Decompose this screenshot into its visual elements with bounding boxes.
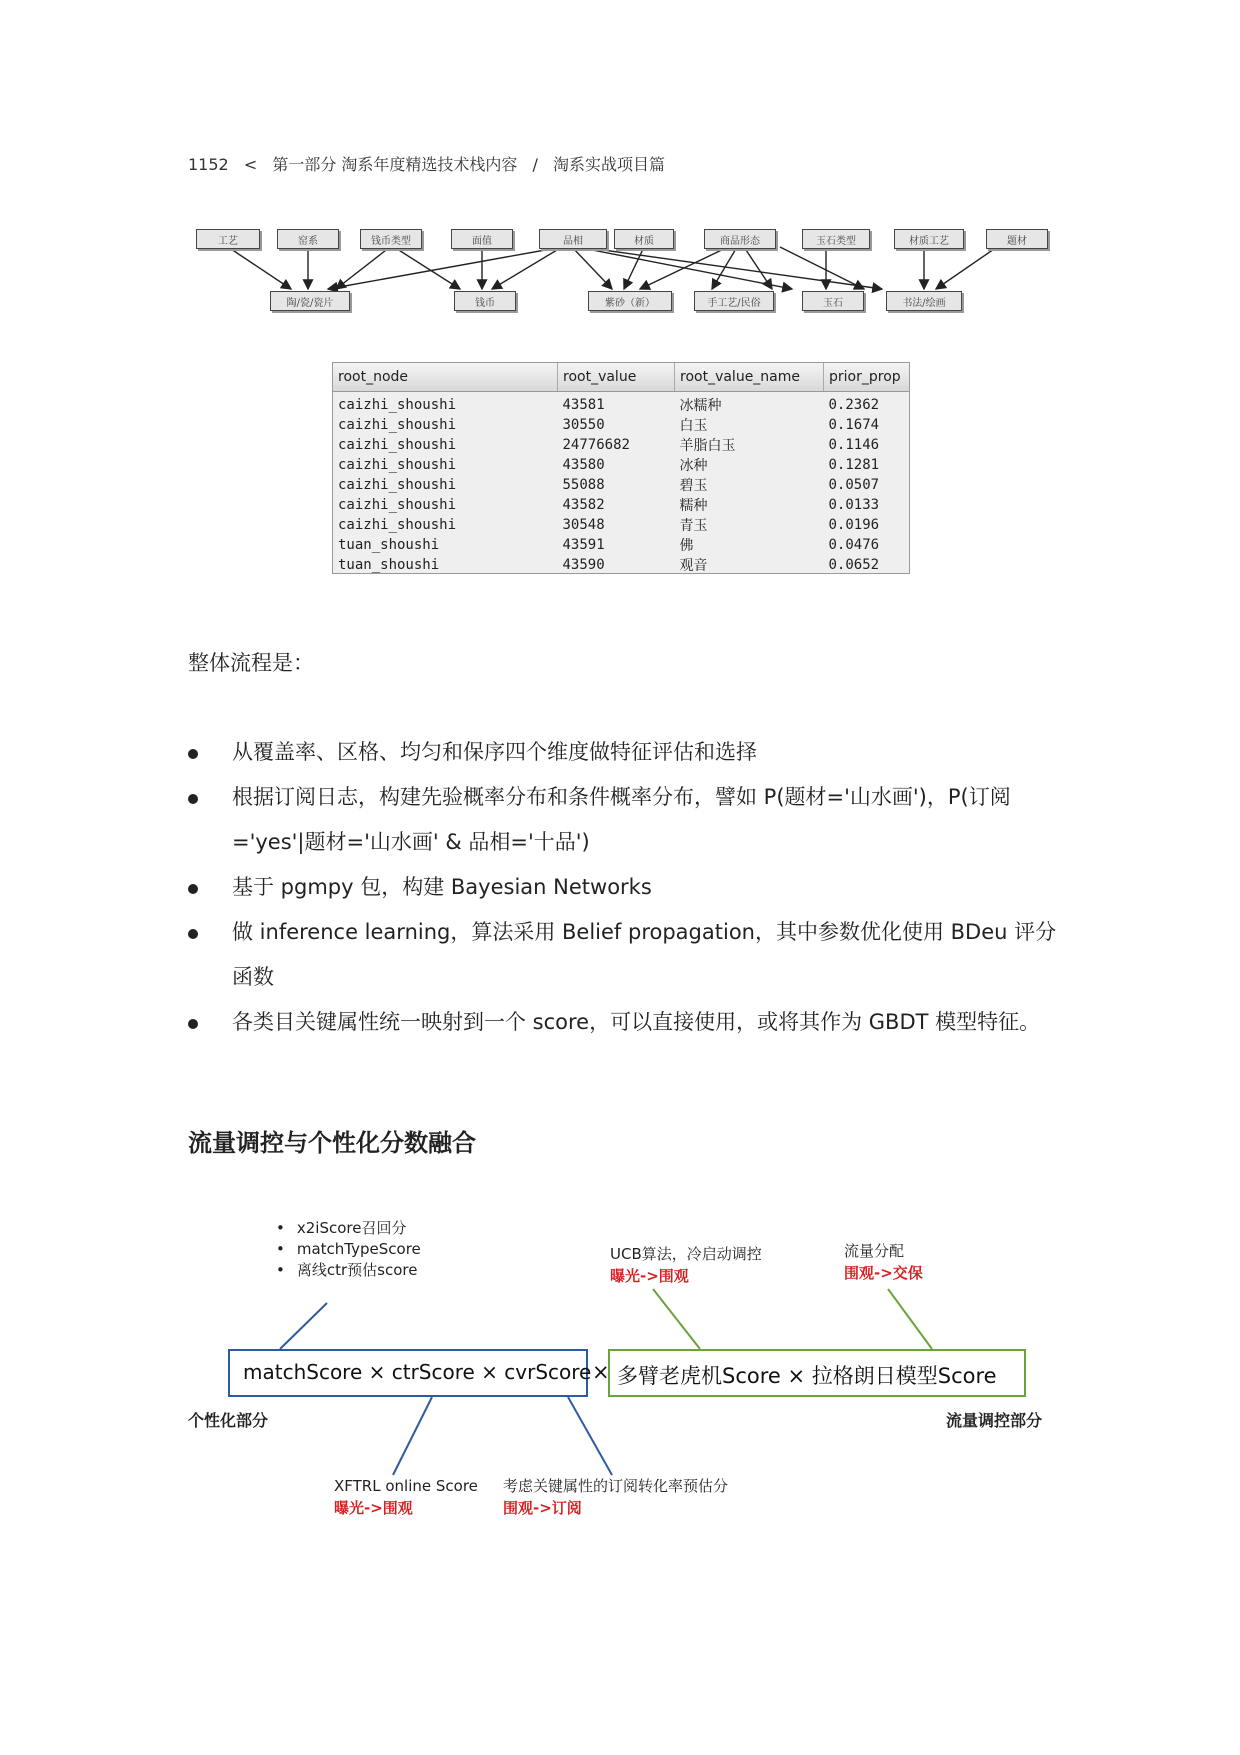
cell-root-value: 43591: [562, 537, 605, 553]
cell-prior-prop: 0.0652: [828, 557, 880, 573]
cell-root-value-name: 佛: [679, 538, 694, 554]
header-section: 淘系实战项目篇: [552, 155, 665, 174]
list-item-text: 根据订阅日志，构建先验概率分布和条件概率分布，譬如 P(题材='山水画')，P(订阅='yes'|题材='山水画' & 品相='十品'): [232, 785, 1011, 854]
cell-root-value: 30550: [562, 417, 605, 433]
ucb-note-highlight: 曝光->围观: [610, 1267, 689, 1285]
header-slash: /: [532, 155, 538, 174]
personalization-expression: matchScore × ctrScore × cvrScore: [243, 1360, 592, 1384]
cell-prior-prop: 0.1674: [828, 417, 880, 433]
traffic-control-expression: 多臂老虎机Score × 拉格朗日模型Score: [617, 1364, 997, 1388]
page-number: 1152: [188, 155, 229, 174]
cvr-note: [503, 1475, 728, 1519]
network-node-pinxiang: 品相: [539, 229, 607, 249]
cell-root-value-name: 羊脂白玉: [679, 438, 736, 454]
list-item: • 离线ctr预估score: [276, 1260, 421, 1281]
cell-root-value-name: 冰种: [679, 458, 708, 474]
network-node-tao-ci: 陶/瓷/瓷片: [270, 291, 350, 311]
column-header: root_node: [333, 363, 558, 392]
network-node-shougongyi: 手工艺/民俗: [694, 291, 774, 311]
column-header: root_value_name: [675, 363, 824, 392]
cell-prior-prop: 0.1281: [828, 457, 880, 473]
cell-root-node: caizhi_shoushi: [338, 477, 457, 493]
traffic-control-label: 流量调控部分: [946, 1411, 1043, 1430]
cell-root-node: tuan_shoushi: [338, 537, 440, 553]
network-node-qianbi: 钱币: [454, 291, 516, 311]
cell-root-node: caizhi_shoushi: [338, 417, 457, 433]
column-header: prior_prop: [824, 363, 910, 392]
cvr-note-highlight: 围观->订阅: [503, 1499, 582, 1517]
list-item-text: 基于 pgmpy 包，构建 Bayesian Networks: [232, 875, 652, 899]
cell-root-node: caizhi_shoushi: [338, 457, 457, 473]
cell-prior-prop: 0.0133: [828, 497, 880, 513]
cell-root-value-name: 冰糯种: [679, 398, 722, 414]
network-node-caizhi-gongyi: 材质工艺: [894, 229, 964, 249]
network-node-yaoxi: 窑系: [277, 229, 339, 249]
cell-prior-prop: 0.1146: [828, 437, 880, 453]
section-title: 流量调控与个性化分数融合: [188, 1129, 476, 1157]
cell-root-node: tuan_shoushi: [338, 557, 440, 573]
cell-root-value: 43582: [562, 497, 605, 513]
ucb-note: [610, 1243, 762, 1287]
cell-prior-prop: 0.0196: [828, 517, 880, 533]
cell-root-value-name: 碧玉: [679, 478, 708, 494]
allocation-note-highlight: 围观->交保: [844, 1264, 923, 1282]
column-header: root_value: [558, 363, 675, 392]
recall-score-list: [276, 1218, 421, 1281]
cell-root-value: 43590: [562, 557, 605, 573]
cell-prior-prop: 0.2362: [828, 397, 880, 413]
allocation-note-text: 流量分配: [844, 1242, 905, 1260]
network-node-shangpin-xingtai: 商品形态: [704, 229, 776, 249]
lead-paragraph: 整体流程是：: [188, 651, 314, 675]
network-node-caizhi: 材质: [614, 229, 674, 249]
network-node-yushi: 玉石: [802, 291, 864, 311]
cell-root-value: 30548: [562, 517, 605, 533]
cell-root-value: 43581: [562, 397, 605, 413]
header-part: 第一部分 淘系年度精选技术栈内容: [272, 155, 518, 174]
network-node-ticai: 题材: [986, 229, 1048, 249]
cell-root-node: caizhi_shoushi: [338, 497, 457, 513]
cell-root-node: caizhi_shoushi: [338, 517, 457, 533]
cell-root-value-name: 糯种: [679, 498, 708, 514]
network-node-yushi-leixing: 玉石类型: [802, 229, 870, 249]
list-item-text: 从覆盖率、区格、均匀和保序四个维度做特征评估和选择: [232, 740, 757, 764]
network-node-gongyi: 工艺: [196, 229, 260, 249]
cell-root-value: 55088: [562, 477, 605, 493]
xftrl-note-text: XFTRL online Score: [334, 1477, 478, 1495]
cell-root-value: 43580: [562, 457, 605, 473]
allocation-note: [844, 1240, 923, 1284]
ucb-note-text: UCB算法，冷启动调控: [610, 1245, 762, 1263]
network-node-shufa-huihua: 书法/绘画: [886, 291, 962, 311]
personalization-label: 个性化部分: [188, 1411, 269, 1430]
list-item: • matchTypeScore: [276, 1239, 421, 1260]
cell-root-value: 24776682: [562, 437, 630, 453]
cell-prior-prop: 0.0476: [828, 537, 880, 553]
list-item: • x2iScore召回分: [276, 1218, 421, 1239]
multiply-sign: ×: [592, 1360, 610, 1384]
network-node-qianbi-leixing: 钱币类型: [360, 229, 422, 249]
xftrl-note: [334, 1475, 478, 1519]
network-node-zisha: 紫砂（新）: [588, 291, 672, 311]
cell-root-value-name: 白玉: [679, 418, 708, 434]
network-node-mianzhi: 面值: [451, 229, 513, 249]
list-item-text: 做 inference learning，算法采用 Belief propagation，其中参数优化使用 BDeu 评分函数: [232, 920, 1057, 989]
header-separator: <: [243, 155, 258, 174]
xftrl-note-highlight: 曝光->围观: [334, 1499, 413, 1517]
cell-root-value-name: 观音: [679, 558, 708, 574]
list-item-text: 各类目关键属性统一映射到一个 score，可以直接使用，或将其作为 GBDT 模型特征。: [232, 1010, 1041, 1034]
cvr-note-text: 考虑关键属性的订阅转化率预估分: [503, 1477, 729, 1495]
cell-root-value-name: 青玉: [679, 518, 708, 534]
cell-root-node: caizhi_shoushi: [338, 397, 457, 413]
cell-prior-prop: 0.0507: [828, 477, 880, 493]
cell-root-node: caizhi_shoushi: [338, 437, 457, 453]
